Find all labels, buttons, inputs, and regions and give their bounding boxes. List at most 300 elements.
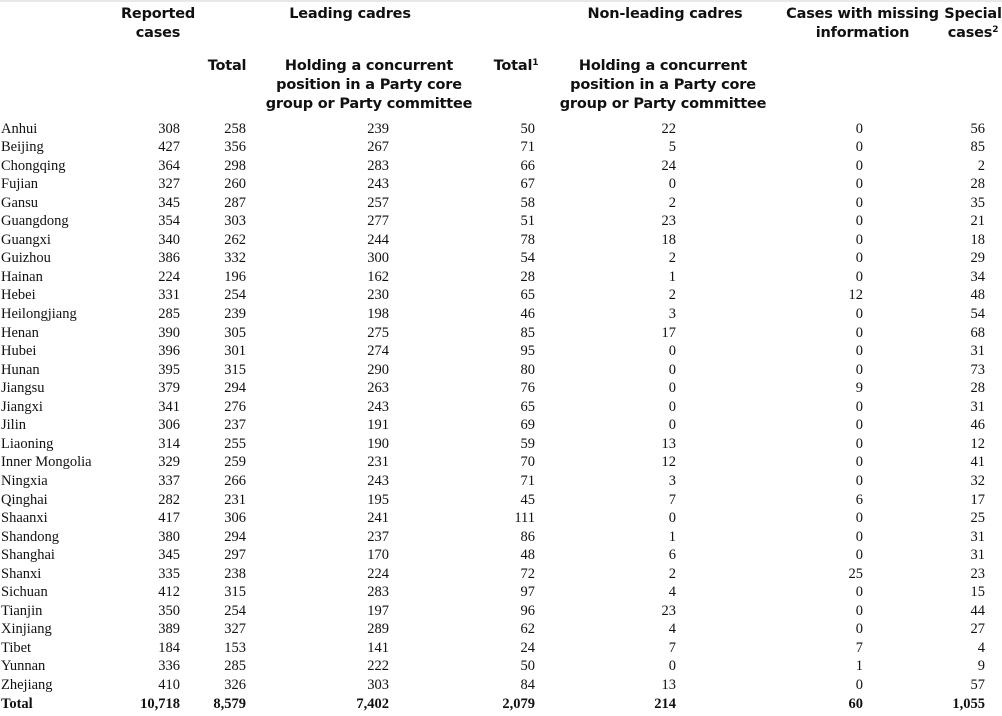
leading-concurrent-cell: 191 — [367, 417, 389, 434]
missing-info-cell: 0 — [855, 510, 863, 527]
special-cases-cell: 2 — [977, 157, 985, 174]
reported-cases-cell: 354 — [158, 213, 180, 230]
table-row — [0, 398, 1002, 417]
table-row — [0, 620, 1002, 639]
reported-cases-cell: 224 — [158, 268, 180, 285]
non-leading-total-cell: 45 — [520, 491, 535, 508]
leading-concurrent-cell: 274 — [367, 343, 389, 360]
table-row — [0, 435, 1002, 454]
leading-total-cell: 315 — [224, 584, 246, 601]
reported-cases-cell: 341 — [158, 398, 180, 415]
non-leading-concurrent-cell: 0 — [668, 417, 676, 434]
non-leading-total-cell: 51 — [520, 213, 535, 230]
special-cases-cell: 23 — [970, 565, 985, 582]
leading-total-cell: 260 — [224, 176, 246, 193]
non-leading-total-cell: 97 — [520, 584, 535, 601]
special-cases-cell: 35 — [970, 194, 985, 211]
special-cases-cell: 27 — [970, 621, 985, 638]
missing-info-cell: 0 — [855, 584, 863, 601]
leading-total-cell: 237 — [224, 417, 246, 434]
leading-concurrent-cell: 243 — [367, 176, 389, 193]
leading-total-cell: 238 — [224, 565, 246, 582]
leading-concurrent-cell: 239 — [367, 120, 389, 137]
missing-info-cell: 0 — [855, 120, 863, 137]
region-cell: Beijing — [1, 139, 44, 156]
leading-total-cell: 332 — [224, 250, 246, 267]
non-leading-total-cell: 71 — [520, 472, 535, 489]
leading-total-cell: 285 — [224, 658, 246, 675]
special-cases-cell: 18 — [970, 231, 985, 248]
header-non-leading-total — [490, 57, 542, 76]
region-cell: Shandong — [1, 528, 59, 545]
non-leading-concurrent-cell: 7 — [668, 639, 676, 656]
footnote-1: 1 — [532, 58, 539, 68]
table-row — [0, 676, 1002, 695]
non-leading-total-cell: 50 — [520, 120, 535, 137]
special-cases-cell: 73 — [970, 361, 985, 378]
non-leading-total-cell: 80 — [520, 361, 535, 378]
non-leading-concurrent-cell: 0 — [668, 343, 676, 360]
non-leading-concurrent-cell: 2 — [668, 194, 676, 211]
non-leading-concurrent-cell: 6 — [668, 547, 676, 564]
reported-cases-cell: 390 — [158, 324, 180, 341]
region-cell: Hunan — [1, 361, 40, 378]
header-missing-info: Cases with missing information — [786, 6, 939, 41]
non-leading-concurrent-cell: 0 — [668, 176, 676, 193]
missing-info-cell: 7 — [855, 639, 863, 656]
special-cases-cell: 15 — [970, 584, 985, 601]
special-cases-cell: 12 — [970, 435, 985, 452]
table-row — [0, 120, 1002, 139]
leading-concurrent-cell: 222 — [367, 658, 389, 675]
non-leading-concurrent-cell: 1 — [668, 268, 676, 285]
region-cell: Chongqing — [1, 157, 66, 174]
non-leading-concurrent-cell: 0 — [668, 398, 676, 415]
missing-info-cell: 0 — [855, 417, 863, 434]
reported-cases-cell: 417 — [158, 510, 180, 527]
leading-concurrent-cell: 190 — [367, 435, 389, 452]
reported-cases-cell: 379 — [158, 380, 180, 397]
table-row — [0, 231, 1002, 250]
non-leading-concurrent-cell: 22 — [661, 120, 676, 137]
non-leading-total-cell: 62 — [520, 621, 535, 638]
special-cases-cell: 28 — [970, 380, 985, 397]
non-leading-total-cell: 46 — [520, 306, 535, 322]
reported-cases-cell: 345 — [158, 547, 180, 564]
special-cases-cell: 25 — [970, 510, 985, 527]
header-special-cases-label: Special cases — [944, 6, 1002, 41]
missing-info-cell: 0 — [855, 250, 863, 267]
missing-info-cell: 0 — [855, 435, 863, 452]
region-cell: Fujian — [1, 176, 39, 193]
leading-concurrent-cell: 277 — [367, 213, 389, 230]
leading-concurrent-cell: 195 — [367, 491, 389, 508]
reported-cases-cell: 184 — [158, 639, 180, 656]
leading-concurrent-cell: 224 — [367, 565, 389, 582]
missing-info-cell: 0 — [855, 324, 863, 341]
reported-cases-cell: 410 — [158, 677, 180, 693]
table-row — [0, 286, 1002, 305]
reported-cases-cell: 282 — [158, 491, 180, 508]
region-cell: Qinghai — [1, 491, 48, 508]
region-cell: Tibet — [1, 639, 32, 656]
leading-total-cell: 356 — [224, 139, 246, 156]
leading-concurrent-cell: 289 — [367, 621, 389, 638]
non-leading-total-cell: 50 — [520, 658, 535, 675]
non-leading-concurrent-cell: 2 — [668, 287, 676, 304]
non-leading-concurrent-cell: 2 — [668, 250, 676, 267]
missing-info-cell: 0 — [855, 602, 863, 619]
leading-concurrent-cell: 303 — [367, 677, 389, 693]
region-cell: Gansu — [1, 194, 39, 211]
non-leading-total-cell: 85 — [520, 324, 535, 341]
special-cases-cell: 85 — [970, 139, 985, 156]
non-leading-concurrent-cell: 3 — [668, 306, 676, 322]
leading-total-cell: 8,579 — [213, 695, 246, 712]
non-leading-total-cell: 28 — [520, 268, 535, 285]
leading-concurrent-cell: 231 — [367, 454, 389, 471]
missing-info-cell: 0 — [855, 398, 863, 415]
missing-info-cell: 0 — [855, 139, 863, 156]
reported-cases-cell: 314 — [158, 435, 180, 452]
leading-total-cell: 231 — [224, 491, 246, 508]
non-leading-concurrent-cell: 2 — [668, 565, 676, 582]
leading-concurrent-cell: 283 — [367, 584, 389, 601]
non-leading-concurrent-cell: 7 — [668, 491, 676, 508]
leading-concurrent-cell: 198 — [367, 306, 389, 322]
special-cases-cell: 4 — [977, 639, 985, 656]
region-cell: Yunnan — [1, 658, 46, 675]
leading-concurrent-cell: 230 — [367, 287, 389, 304]
leading-concurrent-cell: 263 — [367, 380, 389, 397]
leading-total-cell: 298 — [224, 157, 246, 174]
non-leading-total-cell: 67 — [520, 176, 535, 193]
leading-total-cell: 153 — [224, 639, 246, 656]
reported-cases-cell: 345 — [158, 194, 180, 211]
table-row — [0, 212, 1002, 231]
leading-concurrent-cell: 170 — [367, 547, 389, 564]
leading-total-cell: 262 — [224, 231, 246, 248]
missing-info-cell: 6 — [855, 491, 863, 508]
leading-total-cell: 326 — [224, 677, 246, 693]
table-row — [0, 416, 1002, 435]
region-cell: Shanxi — [1, 565, 42, 582]
non-leading-total-cell: 24 — [520, 639, 535, 656]
special-cases-cell: 34 — [970, 268, 985, 285]
missing-info-cell: 12 — [848, 287, 863, 304]
leading-concurrent-cell: 257 — [367, 194, 389, 211]
table-row — [0, 602, 1002, 621]
special-cases-cell: 31 — [970, 528, 985, 545]
leading-concurrent-cell: 237 — [367, 528, 389, 545]
non-leading-total-cell: 66 — [520, 157, 535, 174]
leading-total-cell: 287 — [224, 194, 246, 211]
non-leading-total-cell: 65 — [520, 398, 535, 415]
table-row — [0, 342, 1002, 361]
missing-info-cell: 0 — [855, 472, 863, 489]
header-reported-cases: Reported cases — [120, 6, 196, 41]
reported-cases-cell: 395 — [158, 361, 180, 378]
reported-cases-cell: 335 — [158, 565, 180, 582]
leading-total-cell: 254 — [224, 602, 246, 619]
region-cell: Liaoning — [1, 435, 54, 452]
leading-total-cell: 294 — [224, 528, 246, 545]
table-row — [0, 379, 1002, 398]
leading-total-cell: 258 — [224, 120, 246, 137]
region-cell: Zhejiang — [1, 677, 53, 693]
region-cell: Sichuan — [1, 584, 48, 601]
leading-concurrent-cell: 300 — [367, 250, 389, 267]
reported-cases-cell: 336 — [158, 658, 180, 675]
special-cases-cell: 28 — [970, 176, 985, 193]
non-leading-concurrent-cell: 214 — [654, 695, 676, 712]
region-cell: Hebei — [1, 287, 36, 304]
special-cases-cell: 32 — [970, 472, 985, 489]
missing-info-cell: 0 — [855, 213, 863, 230]
non-leading-concurrent-cell: 0 — [668, 510, 676, 527]
missing-info-cell: 0 — [855, 306, 863, 322]
region-cell: Guangxi — [1, 231, 51, 248]
non-leading-concurrent-cell: 23 — [661, 602, 676, 619]
reported-cases-cell: 427 — [158, 139, 180, 156]
leading-concurrent-cell: 267 — [367, 139, 389, 156]
non-leading-total-cell: 2,079 — [502, 695, 535, 712]
non-leading-concurrent-cell: 12 — [661, 454, 676, 471]
non-leading-total-cell: 65 — [520, 287, 535, 304]
special-cases-cell: 31 — [970, 343, 985, 360]
missing-info-cell: 0 — [855, 343, 863, 360]
non-leading-total-cell: 84 — [520, 677, 535, 693]
reported-cases-cell: 327 — [158, 176, 180, 193]
non-leading-concurrent-cell: 1 — [668, 528, 676, 545]
table-row — [0, 249, 1002, 268]
reported-cases-cell: 396 — [158, 343, 180, 360]
leading-concurrent-cell: 283 — [367, 157, 389, 174]
non-leading-total-cell: 71 — [520, 139, 535, 156]
header-leading-total: Total — [207, 58, 247, 74]
reported-cases-cell: 340 — [158, 231, 180, 248]
region-cell: Tianjin — [1, 602, 43, 619]
table-row — [0, 546, 1002, 565]
region-cell: Ningxia — [1, 472, 48, 489]
missing-info-cell: 0 — [855, 231, 863, 248]
region-cell: Anhui — [1, 120, 38, 137]
region-cell: Shanghai — [1, 547, 55, 564]
header-non-leading-total-label: Total — [493, 58, 533, 74]
table-row — [0, 453, 1002, 472]
reported-cases-cell: 285 — [158, 306, 180, 322]
special-cases-cell: 1,055 — [952, 695, 985, 712]
leading-concurrent-cell: 275 — [367, 324, 389, 341]
non-leading-concurrent-cell: 3 — [668, 472, 676, 489]
leading-total-cell: 301 — [224, 343, 246, 360]
leading-concurrent-cell: 243 — [367, 472, 389, 489]
missing-info-cell: 0 — [855, 157, 863, 174]
table-row — [0, 565, 1002, 584]
missing-info-cell: 0 — [855, 194, 863, 211]
leading-total-cell: 305 — [224, 324, 246, 341]
leading-concurrent-cell: 197 — [367, 602, 389, 619]
leading-concurrent-cell: 7,402 — [356, 695, 389, 712]
special-cases-cell: 21 — [970, 213, 985, 230]
missing-info-cell: 0 — [855, 677, 863, 693]
non-leading-concurrent-cell: 13 — [661, 677, 676, 693]
table-row — [0, 175, 1002, 194]
special-cases-cell: 31 — [970, 547, 985, 564]
non-leading-total-cell: 95 — [520, 343, 535, 360]
special-cases-cell: 9 — [977, 658, 985, 675]
missing-info-cell: 0 — [855, 454, 863, 471]
region-cell: Henan — [1, 324, 39, 341]
table-row — [0, 657, 1002, 676]
region-cell: Jilin — [1, 417, 26, 434]
special-cases-cell: 29 — [970, 250, 985, 267]
non-leading-concurrent-cell: 0 — [668, 380, 676, 397]
non-leading-concurrent-cell: 5 — [668, 139, 676, 156]
non-leading-total-cell: 96 — [520, 602, 535, 619]
non-leading-concurrent-cell: 13 — [661, 435, 676, 452]
top-border — [0, 0, 1002, 2]
non-leading-total-cell: 76 — [520, 380, 535, 397]
header-leading-cadres: Leading cadres — [289, 6, 411, 22]
region-cell: Jiangsu — [1, 380, 45, 397]
region-cell: Xinjiang — [1, 621, 52, 638]
table-row — [0, 472, 1002, 491]
leading-concurrent-cell: 290 — [367, 361, 389, 378]
region-cell: Jiangxi — [1, 398, 43, 415]
table-row — [0, 491, 1002, 510]
reported-cases-cell: 412 — [158, 584, 180, 601]
non-leading-total-cell: 70 — [520, 454, 535, 471]
non-leading-total-cell: 59 — [520, 435, 535, 452]
leading-total-cell: 306 — [224, 510, 246, 527]
region-cell: Inner Mongolia — [1, 454, 92, 471]
special-cases-cell: 46 — [970, 417, 985, 434]
table-row — [0, 138, 1002, 157]
leading-concurrent-cell: 244 — [367, 231, 389, 248]
special-cases-cell: 54 — [970, 306, 985, 322]
missing-info-cell: 60 — [848, 695, 863, 712]
non-leading-total-cell: 72 — [520, 565, 535, 582]
missing-info-cell: 25 — [848, 565, 863, 582]
reported-cases-cell: 329 — [158, 454, 180, 471]
non-leading-concurrent-cell: 4 — [668, 584, 676, 601]
leading-total-cell: 294 — [224, 380, 246, 397]
leading-total-cell: 254 — [224, 287, 246, 304]
header-non-leading-concurrent: Holding a concurrent position in a Party core group or Party committee — [559, 58, 767, 112]
region-cell: Hainan — [1, 268, 43, 285]
missing-info-cell: 0 — [855, 621, 863, 638]
reported-cases-cell: 350 — [158, 602, 180, 619]
table-row — [0, 509, 1002, 528]
leading-concurrent-cell: 243 — [367, 398, 389, 415]
special-cases-cell: 56 — [970, 120, 985, 137]
leading-total-cell: 276 — [224, 398, 246, 415]
table-row — [0, 324, 1002, 343]
special-cases-cell: 31 — [970, 398, 985, 415]
leading-total-cell: 239 — [224, 306, 246, 322]
region-cell: Guizhou — [1, 250, 51, 267]
reported-cases-cell: 364 — [158, 157, 180, 174]
special-cases-cell: 57 — [970, 677, 985, 693]
table-row — [0, 194, 1002, 213]
non-leading-concurrent-cell: 17 — [661, 324, 676, 341]
leading-total-cell: 315 — [224, 361, 246, 378]
leading-concurrent-cell: 141 — [367, 639, 389, 656]
region-cell: Heilongjiang — [1, 306, 77, 322]
missing-info-cell: 0 — [855, 547, 863, 564]
missing-info-cell: 0 — [855, 528, 863, 545]
leading-concurrent-cell: 162 — [367, 268, 389, 285]
special-cases-cell: 17 — [970, 491, 985, 508]
header-leading-concurrent: Holding a concurrent position in a Party core group or Party committee — [265, 58, 473, 112]
missing-info-cell: 9 — [855, 380, 863, 397]
footnote-2: 2 — [992, 25, 999, 35]
leading-concurrent-cell: 241 — [367, 510, 389, 527]
missing-info-cell: 0 — [855, 268, 863, 285]
header-non-leading-cadres: Non-leading cadres — [587, 6, 743, 22]
reported-cases-cell: 10,718 — [140, 695, 180, 712]
reported-cases-cell: 331 — [158, 287, 180, 304]
reported-cases-cell: 308 — [158, 120, 180, 137]
leading-total-cell: 259 — [224, 454, 246, 471]
reported-cases-cell: 386 — [158, 250, 180, 267]
non-leading-total-cell: 111 — [514, 510, 535, 527]
non-leading-total-cell: 69 — [520, 417, 535, 434]
non-leading-concurrent-cell: 24 — [661, 157, 676, 174]
non-leading-concurrent-cell: 18 — [661, 231, 676, 248]
table-row — [0, 268, 1002, 287]
table-row — [0, 305, 1002, 324]
non-leading-total-cell: 54 — [520, 250, 535, 267]
leading-total-cell: 303 — [224, 213, 246, 230]
non-leading-total-cell: 58 — [520, 194, 535, 211]
leading-total-cell: 297 — [224, 547, 246, 564]
table-row — [0, 639, 1002, 658]
region-cell: Hubei — [1, 343, 37, 360]
leading-total-cell: 327 — [224, 621, 246, 638]
missing-info-cell: 0 — [855, 361, 863, 378]
special-cases-cell: 48 — [970, 287, 985, 304]
non-leading-concurrent-cell: 0 — [668, 658, 676, 675]
region-cell: Guangdong — [1, 213, 69, 230]
non-leading-total-cell: 86 — [520, 528, 535, 545]
reported-cases-cell: 337 — [158, 472, 180, 489]
table-row — [0, 157, 1002, 176]
region-cell: Shaanxi — [1, 510, 48, 527]
region-cell: Total — [1, 695, 33, 712]
leading-total-cell: 255 — [224, 435, 246, 452]
missing-info-cell: 0 — [855, 176, 863, 193]
special-cases-cell: 41 — [970, 454, 985, 471]
table-row — [0, 361, 1002, 380]
special-cases-cell: 44 — [970, 602, 985, 619]
table-row — [0, 528, 1002, 547]
header-special-cases — [944, 5, 1002, 43]
leading-total-cell: 196 — [224, 268, 246, 285]
leading-total-cell: 266 — [224, 472, 246, 489]
table-total-row — [0, 695, 1002, 714]
missing-info-cell: 1 — [855, 658, 863, 675]
non-leading-concurrent-cell: 23 — [661, 213, 676, 230]
non-leading-total-cell: 48 — [520, 547, 535, 564]
non-leading-concurrent-cell: 4 — [668, 621, 676, 638]
non-leading-concurrent-cell: 0 — [668, 361, 676, 378]
non-leading-total-cell: 78 — [520, 231, 535, 248]
reported-cases-cell: 389 — [158, 621, 180, 638]
reported-cases-cell: 306 — [158, 417, 180, 434]
table-row — [0, 583, 1002, 602]
